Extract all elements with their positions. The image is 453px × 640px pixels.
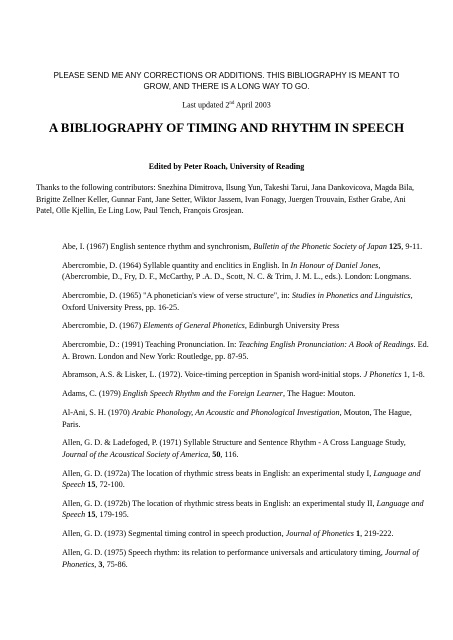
reference-title: Bulletin of the Phonetic Society of Japan: [253, 242, 387, 251]
reference-text: , 179-195.: [95, 510, 129, 520]
reference-text: , Edinburgh University Press: [244, 321, 340, 331]
reference-entry: [62, 290, 430, 313]
reference-text: Abe, I. (1967) English sentence rhythm and synchronism,: [62, 242, 254, 251]
reference-entry: [62, 547, 430, 570]
reference-title: Journal of Phonetics: [62, 548, 419, 569]
reference-list: [62, 241, 430, 577]
reference-text: ,: [94, 559, 99, 569]
reference-title: Studies in Phonetics and Linguistics: [291, 291, 411, 301]
last-updated-suffix: April 2003: [234, 100, 271, 110]
reference-title: Journal of the Acoustical Society of America: [62, 449, 209, 459]
reference-text: Abramson, A.S. & Lisker, L. (1972). Voice-timing perception in Spanish word-initial stops.: [62, 370, 364, 380]
reference-entry: [62, 339, 430, 362]
reference-entry: [62, 241, 430, 253]
reference-text: Abercrombie, D. (1965) "A phonetician's view of verse structure", in:: [62, 291, 292, 301]
reference-text: 1, 1-8.: [401, 370, 425, 380]
reference-text: . Ed. A. Brown. London and New York: Routledge, pp. 87-95.: [62, 340, 429, 361]
last-updated-prefix: Last updated 2: [182, 100, 230, 110]
reference-text: Allen, G. D. (1972b) The location of rhythmic stress beats in English: an experimental study II,: [62, 498, 377, 508]
reference-entry: [62, 468, 430, 491]
reference-entry: [62, 369, 430, 381]
reference-text: , 9-11.: [401, 242, 423, 251]
reference-text: , Oxford University Press, pp. 16-25.: [62, 291, 413, 312]
reference-entry: [62, 498, 430, 521]
reference-entry: [62, 320, 430, 332]
reference-entry: [62, 260, 430, 283]
reference-entry: [62, 388, 430, 400]
reference-volume: 15: [87, 510, 96, 520]
reference-text: Al-Ani, S. H. (1970): [62, 408, 132, 418]
document-title: A BIBLIOGRAPHY OF TIMING AND RHYTHM IN SPEECH: [48, 120, 405, 135]
reference-entry: [62, 528, 430, 540]
reference-title: Journal of Phonetics: [285, 529, 354, 539]
reference-text: , 219-222.: [360, 529, 394, 539]
last-updated-ordinal: nd: [229, 101, 235, 106]
reference-title: Language and Speech: [62, 498, 424, 520]
reference-text: Allen, G. D. & Ladefoged, P. (1971) Syllable Structure and Sentence Rhythm - A Cross Language Study,: [62, 438, 406, 448]
reference-text: , 75-86.: [102, 559, 128, 569]
reference-text: , 72-100.: [95, 480, 125, 490]
reference-text: Abercrombie, D. (1967): [62, 321, 144, 331]
reference-text: ,: [208, 449, 213, 459]
reference-volume: 15: [87, 480, 96, 490]
reference-volume: 125: [388, 242, 402, 251]
last-updated: [40, 99, 413, 111]
reference-title: English Speech Rhythm and the Foreign Learner: [122, 389, 283, 399]
reference-text: , (Abercrombie, D., Fry, D. F., McCarthy, P .A. D., Scott, N. C. & Trim, J. M. L., eds.). London: Longmans.: [62, 260, 412, 282]
reference-text: Adams, C. (1979): [62, 389, 123, 399]
reference-text: Allen, G. D. (1975) Speech rhythm: its relation to performance universals and articulatory timing,: [62, 548, 385, 558]
reference-text: Allen, G. D. (1973) Segmental timing control in speech production,: [62, 529, 286, 539]
reference-text: , Mouton, The Hague, Paris.: [62, 408, 412, 429]
reference-text: Abercrombie, D.: (1991) Teaching Pronunciation. In:: [62, 340, 239, 350]
reference-text: Allen, G. D. (1972a) The location of rhythmic stress beats in English: an experimental study I,: [62, 468, 374, 478]
reference-title: J Phonetics: [363, 370, 402, 380]
reference-volume: 50: [212, 449, 221, 459]
reference-text: , The Hague: Mouton.: [282, 389, 356, 399]
reference-entry: [62, 437, 430, 460]
corrections-notice: PLEASE SEND ME ANY CORRECTIONS OR ADDITIONS. THIS BIBLIOGRAPHY IS MEANT TO GROW, AND THERE IS A LONG WAY TO GO.: [53, 71, 400, 91]
reference-volume: 1: [356, 529, 361, 539]
editor-line: Edited by Peter Roach, University of Reading: [148, 162, 305, 171]
acknowledgements: Thanks to the following contributors: Snezhina Dimitrova, Ilsung Yun, Takeshi Tarui, Jana Dankovicova, Magda Bila, Brigitte Zellner Keller, Gunnar Fant, Jane Setter, Wiktor Jassem, Ivan Fonagy, Juergen Trouvain, Esther Grabe, Ani Patel, Olle Kjellin, Ee Ling Low, Paul Tench, François Grosjean.: [36, 183, 414, 215]
reference-title: Teaching English Pronunciation: A Book of Readings: [238, 340, 414, 350]
reference-text: Abercrombie, D. (1964) Syllable quantity and enclitics in English. In: [62, 260, 291, 270]
reference-title: In Honour of Daniel Jones: [290, 260, 379, 270]
reference-title: Elements of General Phonetics: [143, 321, 245, 331]
reference-entry: [62, 407, 430, 430]
reference-text: , 116.: [220, 449, 239, 459]
reference-volume: 3: [98, 559, 103, 569]
reference-title: Arabic Phonology, An Acoustic and Phonological Investigation: [131, 408, 340, 418]
reference-title: Language and Speech: [62, 468, 421, 490]
